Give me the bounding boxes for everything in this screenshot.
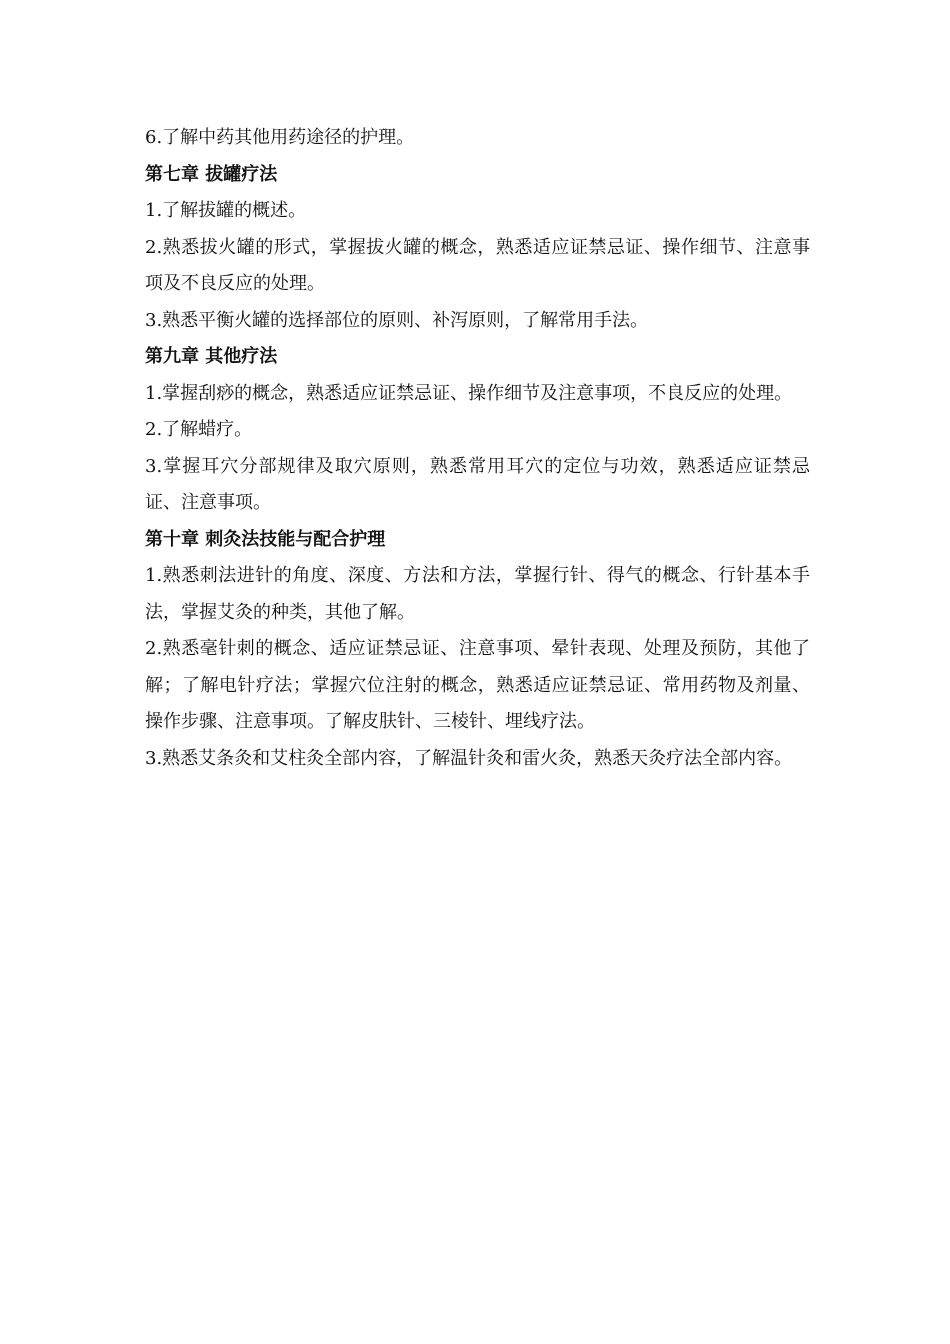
- list-item-ch7-3: 3.熟悉平衡火罐的选择部位的原则、补泻原则，了解常用手法。: [145, 309, 649, 331]
- list-item-ch10-1: 1.熟悉刺法进针的角度、深度、方法和方法，掌握行针、得气的概念、行针基本手法，掌握艾灸的种类，其他了解。: [145, 565, 810, 623]
- list-item-ch9-1: 1.掌握刮痧的概念，熟悉适应证禁忌证、操作细节及注意事项，不良反应的处理。: [145, 382, 793, 404]
- list-item-ch9-3: 3.掌握耳穴分部规律及取穴原则，熟悉常用耳穴的定位与功效，熟悉适应证禁忌证、注意事项。: [145, 455, 810, 513]
- list-item-ch9-2: 2.了解蜡疗。: [145, 419, 253, 440]
- list-item-ch10-2: 2.熟悉毫针刺的概念、适应证禁忌证、注意事项、晕针表现、处理及预防，其他了解；了解电针疗法；掌握穴位注射的概念，熟悉适应证禁忌证、常用药物及剂量、操作步骤、注意事项。了解皮肤针、三棱针、埋线疗法。: [145, 638, 810, 732]
- list-item-ch10-3: 3.熟悉艾条灸和艾柱灸全部内容，了解温针灸和雷火灸，熟悉天灸疗法全部内容。: [145, 747, 793, 769]
- list-item-ch6-6: 6.了解中药其他用药途径的护理。: [145, 127, 415, 148]
- list-item-ch7-1: 1.了解拔罐的概述。: [145, 200, 307, 221]
- chapter-heading-9: 第九章 其他疗法: [145, 346, 278, 367]
- document-body: [145, 120, 810, 777]
- list-item-ch7-2: 2.熟悉拔火罐的形式，掌握拔火罐的概念，熟悉适应证禁忌证、操作细节、注意事项及不良反应的处理。: [145, 236, 810, 294]
- chapter-heading-10: 第十章 刺灸法技能与配合护理: [145, 528, 386, 550]
- chapter-heading-7: 第七章 拔罐疗法: [145, 163, 278, 185]
